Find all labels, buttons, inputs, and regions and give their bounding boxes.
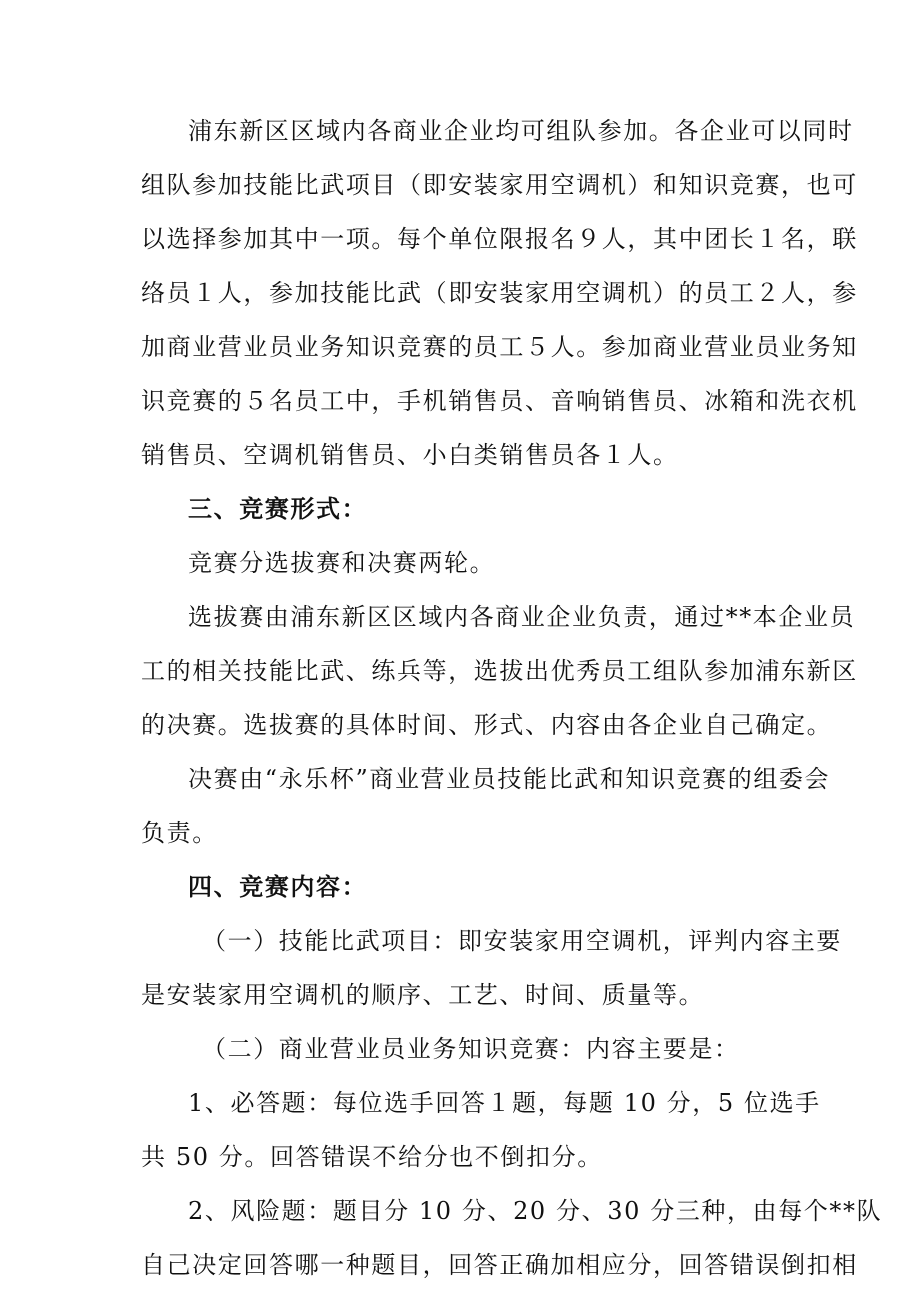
paragraph-line: 2、风险题：题目分 10 分、20 分、30 分三种，由每个**队 [188,1197,883,1225]
paragraph-line: 决赛由“永乐杯”商业营业员技能比武和知识竞赛的组委会 [188,765,831,793]
paragraph-line: 加商业营业员业务知识竞赛的员工５人。参加商业营业员业务知 [141,333,858,361]
paragraph-line: 浦东新区区域内各商业企业均可组队参加。各企业可以同时 [188,117,854,145]
paragraph-line: 自己决定回答哪一种题目，回答正确加相应分，回答错误倒扣相 [141,1251,858,1279]
paragraph-line: （二）商业营业员业务知识竞赛：内容主要是： [202,1035,740,1063]
paragraph-line: 销售员、空调机销售员、小白类销售员各１人。 [141,441,679,469]
section-heading: 三、竞赛形式： [188,494,368,523]
paragraph-line: 的决赛。选拔赛的具体时间、形式、内容由各企业自己确定。 [141,711,833,739]
paragraph-line: 以选择参加其中一项。每个单位限报名９人，其中团长１名，联 [141,225,858,253]
paragraph-line: 选拔赛由浦东新区区域内各商业企业负责，通过**本企业员 [188,603,856,631]
paragraph-line: 工的相关技能比武、练兵等，选拔出优秀员工组队参加浦东新区 [141,657,858,685]
paragraph-line: 竞赛分选拔赛和决赛两轮。 [188,549,496,577]
paragraph-line: 负责。 [141,819,218,847]
paragraph-line: （一）技能比武项目：即安装家用空调机，评判内容主要 [202,927,842,955]
paragraph-line: 识竞赛的５名员工中，手机销售员、音响销售员、冰箱和洗衣机 [141,387,858,415]
paragraph-line: 组队参加技能比武项目（即安装家用空调机）和知识竞赛，也可 [141,171,858,199]
paragraph-line: 络员１人，参加技能比武（即安装家用空调机）的员工２人，参 [141,279,858,307]
section-heading: 四、竞赛内容： [188,872,368,901]
paragraph-line: 1、必答题：每位选手回答１题，每题 10 分，5 位选手 [188,1089,821,1117]
paragraph-line: 是安装家用空调机的顺序、工艺、时间、质量等。 [141,981,705,1009]
paragraph-line: 共 50 分。回答错误不给分也不倒扣分。 [141,1143,603,1171]
